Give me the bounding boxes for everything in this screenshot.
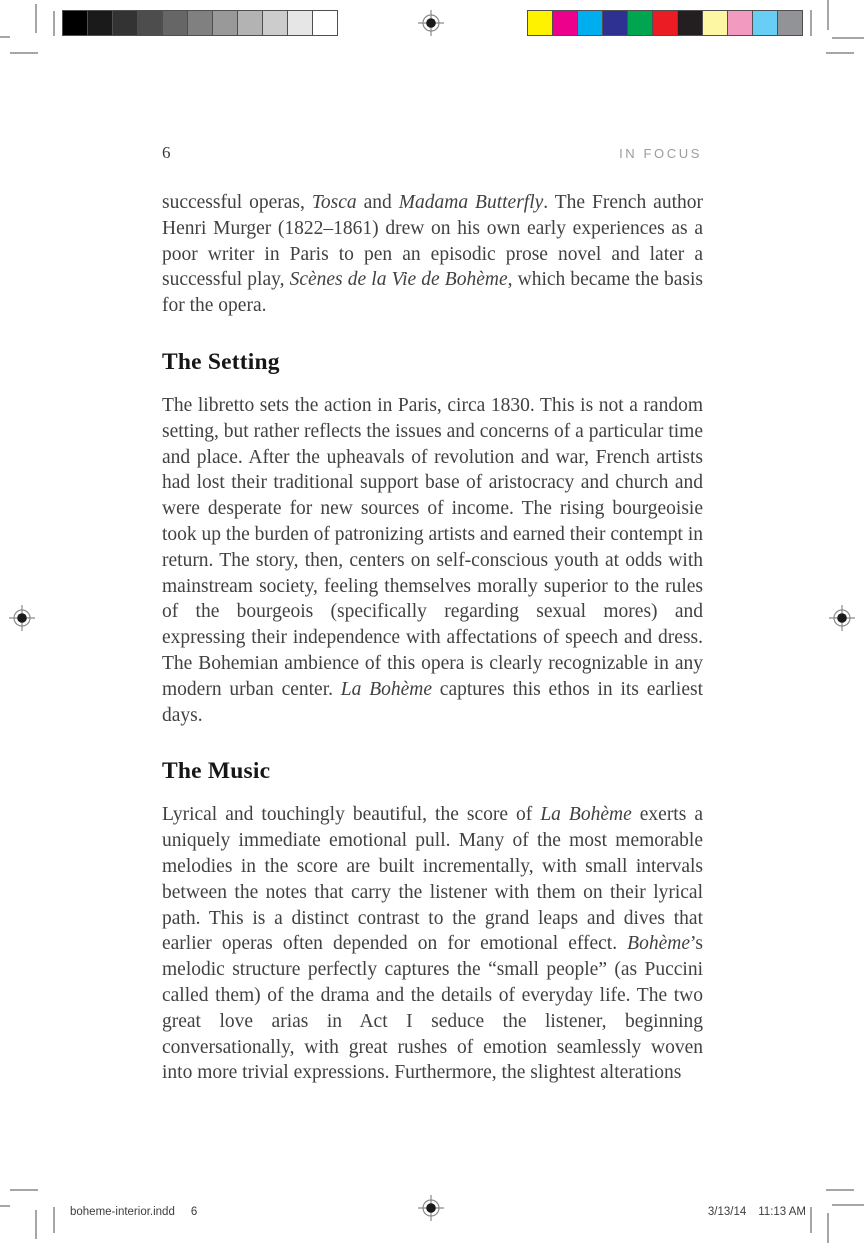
- text-run: . The French author Henri Murger (1822–1861) drew on his own early experiences as a poor writer in Paris to pen an episodic prose novel and later a successful play,: [162, 192, 703, 291]
- swatch-k-20: [263, 11, 288, 35]
- page-number: 6: [162, 143, 171, 162]
- swatch-k-30: [238, 11, 263, 35]
- registration-mark-icon: [418, 1195, 444, 1221]
- swatch-pale-yellow: [703, 11, 728, 35]
- section-heading-the-setting: The Setting: [162, 348, 280, 375]
- crop-mark: [810, 1207, 812, 1233]
- crop-mark: [827, 1213, 829, 1243]
- slug-timestamp: [708, 1206, 806, 1218]
- grayscale-calibration-bar: [62, 10, 338, 36]
- paragraph-intro: [162, 190, 703, 319]
- slug-page-number: 6: [190, 1206, 198, 1218]
- running-head: IN FOCUS: [619, 146, 702, 161]
- text-run: Lyrical and touchingly beautiful, the score of: [162, 804, 541, 826]
- swatch-cyan: [578, 11, 603, 35]
- swatch-magenta: [553, 11, 578, 35]
- italic-text: Scènes de la Vie de Bohème: [289, 269, 508, 291]
- swatch-k-100: [63, 11, 88, 35]
- swatch-light-blue: [753, 11, 778, 35]
- crop-mark: [0, 1205, 10, 1207]
- swatch-gray: [778, 11, 802, 35]
- crop-mark: [827, 0, 829, 30]
- slug-date: 3/13/14: [707, 1206, 747, 1218]
- swatch-yellow: [528, 11, 553, 35]
- swatch-k-90: [88, 11, 113, 35]
- crop-mark: [832, 37, 864, 39]
- italic-text: Tosca: [311, 192, 357, 213]
- crop-mark: [832, 1204, 864, 1206]
- text-run: captures this ethos in its earliest days.: [162, 678, 703, 726]
- swatch-red: [653, 11, 678, 35]
- registration-mark-icon: [829, 605, 855, 631]
- crop-mark: [35, 1210, 37, 1239]
- text-run: , which became the basis for the opera.: [162, 269, 704, 317]
- swatch-k-70: [138, 11, 163, 35]
- crop-mark: [826, 52, 854, 54]
- crop-mark: [53, 1207, 55, 1233]
- swatch-k-80: [113, 11, 138, 35]
- paragraph-the-music: [162, 802, 703, 1086]
- slug-file-info: [70, 1206, 197, 1218]
- registration-mark-icon: [418, 10, 444, 36]
- crop-mark: [10, 1189, 38, 1191]
- swatch-k-60: [163, 11, 188, 35]
- text-column: [162, 190, 703, 1086]
- text-run: ’s melodic structure perfectly captures the “small people” (as Puccini called them) of the drama and the details of everyday life. The two great love arias in Act I seduce the listener, beginning conversationally, with great rushes of emotion seamlessly woven into more trivial expressions. Furthermore, the slightest alterations: [162, 933, 703, 1084]
- italic-text: La Bohème: [340, 678, 432, 700]
- swatch-k-50: [188, 11, 213, 35]
- swatch-blue: [603, 11, 628, 35]
- swatch-pink: [728, 11, 753, 35]
- swatch-green: [628, 11, 653, 35]
- italic-text: La Bohème: [540, 804, 632, 826]
- crop-mark: [810, 10, 812, 36]
- crop-mark: [53, 11, 55, 36]
- swatch-k-40: [213, 11, 238, 35]
- text-run: The libretto sets the action in Paris, circa 1830. This is not a random setting, but rather reflects the issues and concerns of a particular time and place. After the upheavals of revolution and war, French artists had lost their traditional support base of aristocracy and church and were desperate for new sources of income. The rising bourgeoisie took up the burden of patronizing artists and earned their contempt in return. The story, then, centers on self-conscious youth at odds with mainstream society, feeling themselves morally superior to the rules of the bourgeois (specifically regarding sexual mores) and expressing their independence with affectations of speech and dress. The Bohemian ambience of this opera is clearly recognizable in any modern urban center.: [162, 394, 703, 700]
- paragraph-the-setting: [162, 393, 703, 728]
- text-run: successful operas,: [162, 192, 312, 213]
- crop-mark: [35, 4, 37, 33]
- text-run: exerts a uniquely immediate emotional pull. Many of the most memorable melodies in the score are built incrementally, with small intervals between the notes that carry the listener with them on their lyrical path. This is a distinct contrast to the grand leaps and dives that earlier operas often depended on for emotional effect.: [162, 804, 703, 955]
- swatch-black: [678, 11, 703, 35]
- crop-mark: [826, 1189, 854, 1191]
- crop-mark: [10, 52, 38, 54]
- swatch-k-10: [288, 11, 313, 35]
- italic-text: Bohème: [627, 933, 690, 955]
- slug-time: 11:13 AM: [758, 1206, 806, 1218]
- color-calibration-bar: [527, 10, 803, 36]
- page-header: [162, 143, 702, 163]
- crop-mark: [0, 36, 10, 38]
- text-run: and: [356, 192, 399, 213]
- italic-text: Madama Butterfly: [398, 192, 544, 213]
- slug-filename: boheme-interior.indd: [70, 1206, 175, 1218]
- swatch-k-0: [313, 11, 337, 35]
- section-heading-the-music: The Music: [162, 758, 271, 785]
- registration-mark-icon: [9, 605, 35, 631]
